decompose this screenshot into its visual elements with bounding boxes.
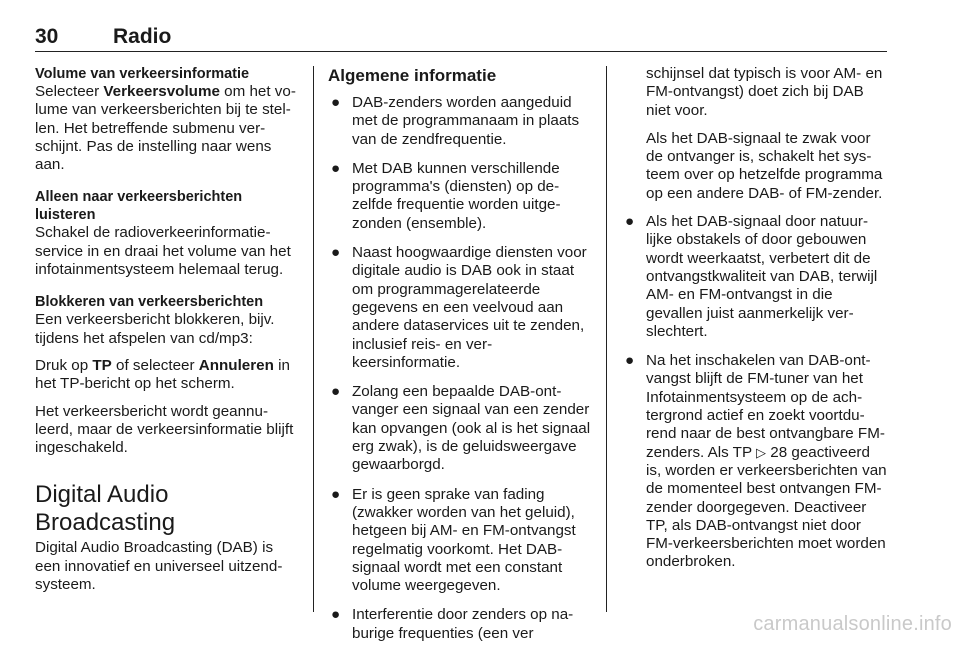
bullet-icon: ● [625,213,635,231]
chapter-heading: Digital Audio Broadcasting [35,481,176,537]
list-item: ● Na het inschakelen van DAB-ontvangst blijft de FM-tuner van het Infotainmentsysteem op de achtergrond actief en zoekt voortdurend naar de best ontvangbare FM-zenders. Als TP ▷ 28 geactiveerd is, worden er verkeersberichten van de momenteel best ontvangen FM-zender doorgegeven. Deactiveer TP, als DAB-ontvangst niet door FM-verkeersberichten moet worden onderbroken. [625,352,887,571]
bullet-icon: ● [331,159,341,177]
paragraph: Het verkeersbericht wordt geannuleerd, maar de verkeersinformatie blijft ingeschakeld. [35,402,294,457]
section-traffic-only [35,188,299,279]
bullet-icon: ● [331,94,341,111]
page-number: 30 [35,25,59,48]
bullet-icon: ● [331,244,341,262]
list-item: ● Als het DAB-signaal door natuurlijke obstakels of door gebouwen wordt weerkaatst, verbetert dit de ontvangstkwaliteit van DAB, terwijl AM- en FM-ontvangst in die gevallen juist aanmerkelijk verslechtert. [625,213,878,340]
paragraph: Een verkeersbericht blokkeren, bijv. tijdens het afspelen van cd/mp3: [35,311,275,347]
subheading: Alleen naar verkeersberichten luisteren [35,189,243,224]
list-item: ● Naast hoogwaardige diensten voor digitale audio is DAB ook in staat om programmagerelateerde gegevens en een veelvoud aan andere dataservices uit te zenden, inclusief reis- en verkeersinformatie. [331,244,587,371]
watermark: carmanualsonline.info [753,613,952,635]
section-title: Radio [113,25,172,48]
column-middle [328,65,592,654]
column-left [35,65,299,594]
list-item: ● Zolang een bepaalde DAB-ontvanger een signaal van een zender kan opvangen (ook al is het signaal erg zwak), is de geluidsweergave gewaarborgd. [331,383,591,474]
column-right [622,65,888,583]
subheading: Blokkeren van verkeersberichten [35,294,264,311]
section-traffic-volume [35,65,299,174]
section-heading: Algemene informatie [328,66,497,85]
paragraph: Digital Audio Broadcasting (DAB) is een innovatief en universeel uitzendsysteem. [35,539,283,594]
column-divider [313,66,314,612]
paragraph: Selecteer Verkeersvolume om het volume van verkeersberichten bij te stellen. Het betreffende submenu verschijnt. Pas de instelling naar wens aan. [35,83,296,174]
bullet-icon: ● [331,485,341,503]
list-item: ● Er is geen sprake van fading (zwakker worden van het geluid), hetgeen bij AM- en FM-ontvangst regelmatig voorkomt. Het DAB-signaal wordt met een constant volume weergegeven. [331,485,576,595]
page-reference[interactable]: 28 [766,443,788,461]
list-item: ● Interferentie door zenders op naburige frequenties (een ver [331,606,574,642]
bullet-list [328,94,592,643]
list-item: ● Met DAB kunnen verschillende programma's (diensten) op dezelfde frequentie worden uitgezonden (ensemble). [331,159,561,232]
menu-term: Annuleren [198,356,274,374]
list-item: ● DAB-zenders worden aangeduid met de programmanaam in plaats van de zendfrequentie. [331,94,580,148]
menu-term: Verkeersvolume [103,83,220,100]
paragraph: Schakel de radioverkeerinformatieservice in en draai het volume van het infotainmentsysteem helemaal terug. [35,224,291,279]
bullet-list [622,213,888,572]
page-reference-arrow-icon: ▷ [756,444,767,460]
button-term: TP [92,356,112,374]
subheading: Volume van verkeersinformatie [35,66,250,82]
section-block-traffic [35,293,299,457]
bullet-icon: ● [625,352,635,370]
column-divider [606,66,607,612]
bullet-icon: ● [331,383,341,401]
paragraph: Druk op TP of selecteer Annuleren in het TP-bericht op het scherm. [35,356,290,393]
page-header [35,27,887,52]
continued-paragraph: Als het DAB-signaal te zwak voor de ontvanger is, schakelt het systeem over op hetzelfde programma op een andere DAB- of FM-zender. [646,129,883,202]
continued-paragraph: schijnsel dat typisch is voor AM- en FM-ontvangst) doet zich bij DAB niet voor. [646,65,883,119]
bullet-icon: ● [331,606,341,624]
